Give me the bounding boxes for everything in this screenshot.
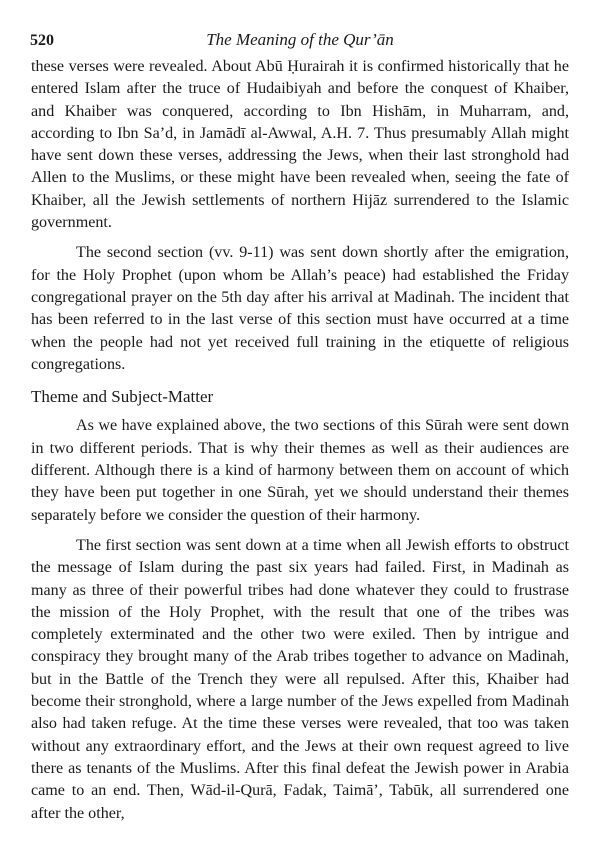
paragraph-second-section: The second section (vv. 9-11) was sent down shortly after the emigration, for the Holy Prophet (upon whom be Allah’s peace) had established the Friday congregational prayer on the 5th day after his arrival at Madinah. The incident that has been referred to in the last verse of this section must have occurred at a time when the people had not yet received full training in the etiquette of religious congregations. (31, 244, 569, 373)
paragraph-themes: As we have explained above, the two sections of this Sūrah were sent down in two different periods. That is why their themes as well as their audiences are different. Although there is a kind of harmony between them on account of which they have been put together in one Sūrah, yet we should understand their themes separately before we consider the question of their harmony. (31, 417, 569, 524)
page-number: 520 (30, 32, 54, 49)
running-title: The Meaning of the Qur’ān (206, 30, 394, 49)
page-body (31, 56, 569, 825)
section-heading: Theme and Subject-Matter (31, 387, 214, 407)
paragraph-first-section: The first section was sent down at a time when all Jewish efforts to obstruct the message of Islam during the past six years had failed. First, in Madinah as many as three of their powerful tribes had done whatever they could to frustrase the mission of the Holy Prophet, with the result that one of the tribes was completely exterminated and the other two were exiled. Then by intrigue and conspiracy they brought many of the Arab tribes together to advance on Madinah, but in the Battle of the Trench they were all repulsed. After this, Khaiber had become their stronghold, where a large number of the Jews expelled from Madinah also had taken refuge. At the time these verses were revealed, that too was taken without any extraordinary effort, and the Jews at their own request agreed to live there as tenants of the Muslims. After this final defeat the Jewish power in Arabia came to an end. Then, Wād-il-Qurā, Fadak, Taimā’, Tabūk, all surrendered one after the other, (31, 536, 569, 822)
paragraph-continuation: these verses were revealed. About Abū Ḥurairah it is confirmed historically that he entered Islam after the truce of Hudaibiyah and before the conquest of Khaiber, and Khaiber was conquered, according to Ibn Hishām, in Muharram, and, according to Ibn Sa’d, in Jamādī al-Awwal, A.H. 7. Thus presumably Allah might have sent down these verses, addressing the Jews, when their last stronghold had Allen to the Muslims, or these might have been revealed when, seeing the fate of Khaiber, all the Jewish settlements of northern Hijāz surrendered to the Islamic government. (31, 58, 569, 232)
page-header (30, 30, 570, 54)
